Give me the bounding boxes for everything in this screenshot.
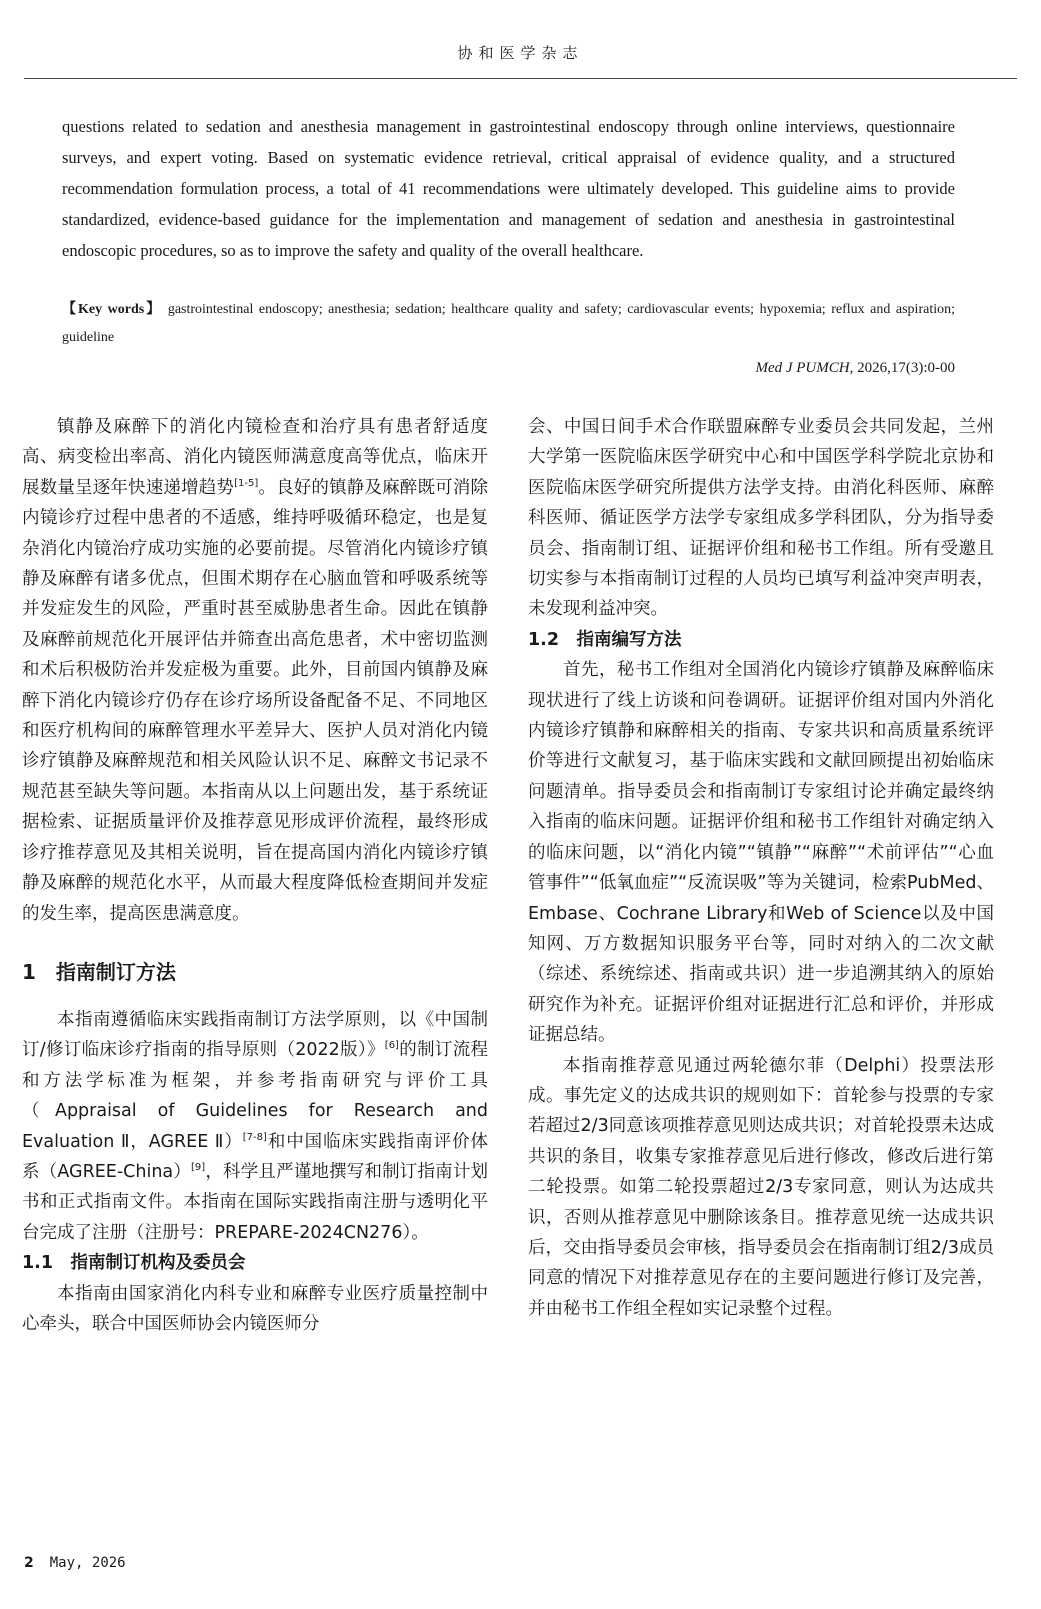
keywords-text: gastrointestinal endoscopy; anesthesia; sedation; healthcare quality and safety; cardiovascular events; hypoxemia; reflux and aspiration; guideline <box>62 302 955 345</box>
right-column <box>528 412 994 1324</box>
keywords <box>62 296 955 352</box>
citation-journal: Med J PUMCH <box>755 360 850 376</box>
writing-method-paragraph: 首先，秘书工作组对全国消化内镜诊疗镇静及麻醉临床现状进行了线上访谈和问卷调研。证据评价组对国内外消化内镜诊疗镇静和麻醉相关的指南、专家共识和高质量系统评价等进行文献复习，基于临床实践和文献回顾提出初始临床问题清单。指导委员会和指南制订专家组讨论并确定最终纳入指南的临床问题。证据评价组和秘书工作组针对确定纳入的临床问题，以“消化内镜”“镇静”“麻醉”“术前评估”“心血管事件”“低氧血症”“反流误吸”等为关键词，检索PubMed、Embase、Cochrane Library和Web of Science以及中国知网、万方数据知识服务平台等，同时对纳入的二次文献（综述、系统综述、指南或共识）进一步追溯其纳入的原始研究作为补充。证据评价组对证据进行汇总和评价，并形成证据总结。 <box>528 660 994 1046</box>
page-footer <box>24 1555 126 1571</box>
methods-text-d: ，科学且严谨地撰写和制订指南计划书和正式指南文件。本指南在国际实践指南注册与透明化平台完成了注册（注册号：PREPARE-2024CN276）。 <box>22 1161 488 1243</box>
english-abstract: questions related to sedation and anesthesia management in gastrointestinal endoscopy through online interviews, questionnaire surveys, and expert voting. Based on systematic evidence retrieval, critical appraisal of evidence quality, and a structured recommendation formulation process, a total of 41 recommendations were ultimately developed. This guideline aims to provide standardized, evidence-based guidance for the implementation and management of sedation and anesthesia in gastrointestinal endoscopic procedures, so as to improve the safety and quality of the overall healthcare. <box>62 117 955 260</box>
intro-text-b: 。良好的镇静及麻醉既可消除内镜诊疗过程中患者的不适感，维持呼吸循环稳定，也是复杂消化内镜治疗成功实施的必要前提。尽管消化内镜诊疗镇静及麻醉有诸多优点，但围术期存在心脑血管和呼吸系统等并发症发生的风险，严重时甚至威胁患者生命。因此在镇静及麻醉前规范化开展评估并筛查出高危患者，术中密切监测和术后积极防治并发症极为重要。此外，目前国内镇静及麻醉下消化内镜诊疗仍存在诊疗场所设备配备不足、不同地区和医疗机构间的麻醉管理水平差异大、医护人员对消化内镜诊疗镇静及麻醉规范和相关风险认识不足、麻醉文书记录不规范甚至缺失等问题。本指南从以上问题出发，基于系统证据检索、证据质量评价及推荐意见形成评价流程，最终形成诊疗推荐意见及其相关说明，旨在提高国内消化内镜诊疗镇静及麻醉的规范化水平，从而最大程度降低检查期间并发症的发生率，提高医患满意度。 <box>22 477 489 924</box>
methods-text-a: 本指南遵循临床实践指南制订方法学原则，以《中国制订/修订临床诊疗指南的指导原则（2022版）》 <box>22 1009 488 1061</box>
subsection-heading: 1.1 指南制订机构及委员会 <box>22 1253 246 1274</box>
issue-date: May, 2026 <box>49 1555 126 1571</box>
page-number: 2 <box>24 1555 34 1571</box>
left-column <box>22 412 488 1339</box>
reference-marker: [6] <box>384 1040 399 1052</box>
citation-line <box>755 354 955 382</box>
methods-paragraph <box>22 1005 488 1248</box>
journal-name: 协和医学杂志 <box>457 44 584 62</box>
committee-paragraph: 本指南由国家消化内科专业和麻醉专业医疗质量控制中心牵头，联合中国医师协会内镜医师分 <box>22 1283 488 1334</box>
committee-paragraph-continued: 会、中国日间手术合作联盟麻醉专业委员会共同发起，兰州大学第一医院临床医学研究中心和中国医学科学院北京协和医院临床医学研究所提供方法学支持。由消化科医师、麻醉科医师、循证医学方法学专家组成多学科团队，分为指导委员会、指南制订组、证据评价组和秘书工作组。所有受邀且切实参与本指南制订过程的人员均已填写利益冲突声明表，未发现利益冲突。 <box>528 417 994 620</box>
running-header <box>24 40 1017 79</box>
methods-text-c: 和中国临床实践指南评价体系（AGREE-China） <box>22 1131 489 1182</box>
reference-marker: [7-8] <box>242 1131 267 1143</box>
reference-marker: [9] <box>191 1162 206 1174</box>
citation-details: , 2026,17(3):0-00 <box>849 360 955 376</box>
delphi-paragraph: 本指南推荐意见通过两轮德尔菲（Delphi）投票法形成。事先定义的达成共识的规则如下：首轮参与投票的专家若超过2/3同意该项推荐意见则达成共识；对首轮投票未达成共识的条目，收集专家推荐意见后进行修改，修改后进行第二轮投票。如第二轮投票超过2/3专家同意，则认为达成共识，否则从推荐意见中删除该条目。推荐意见统一达成共识后，交由指导委员会审核，指导委员会在指南制订组2/3成员同意的情况下对推荐意见存在的主要问题进行修订及完善，并由秘书工作组全程如实记录整个过程。 <box>528 1055 994 1319</box>
keywords-label: 【Key words】 <box>62 302 163 317</box>
section-heading: 1 指南制订方法 <box>22 959 176 984</box>
methods-text-b: 的制订流程和方法学标准为框架，并参考指南研究与评价工具（Appraisal of Guidelines for Research and Evaluation Ⅱ，AGREE Ⅱ） <box>22 1040 488 1152</box>
intro-paragraph <box>22 412 488 929</box>
subsection-heading: 1.2 指南编写方法 <box>528 629 682 650</box>
reference-marker: [1-5] <box>234 477 259 489</box>
intro-text-a: 镇静及麻醉下的消化内镜检查和治疗具有患者舒适度高、病变检出率高、消化内镜医师满意度高等优点，临床开展数量呈逐年快速递增趋势 <box>22 417 488 498</box>
